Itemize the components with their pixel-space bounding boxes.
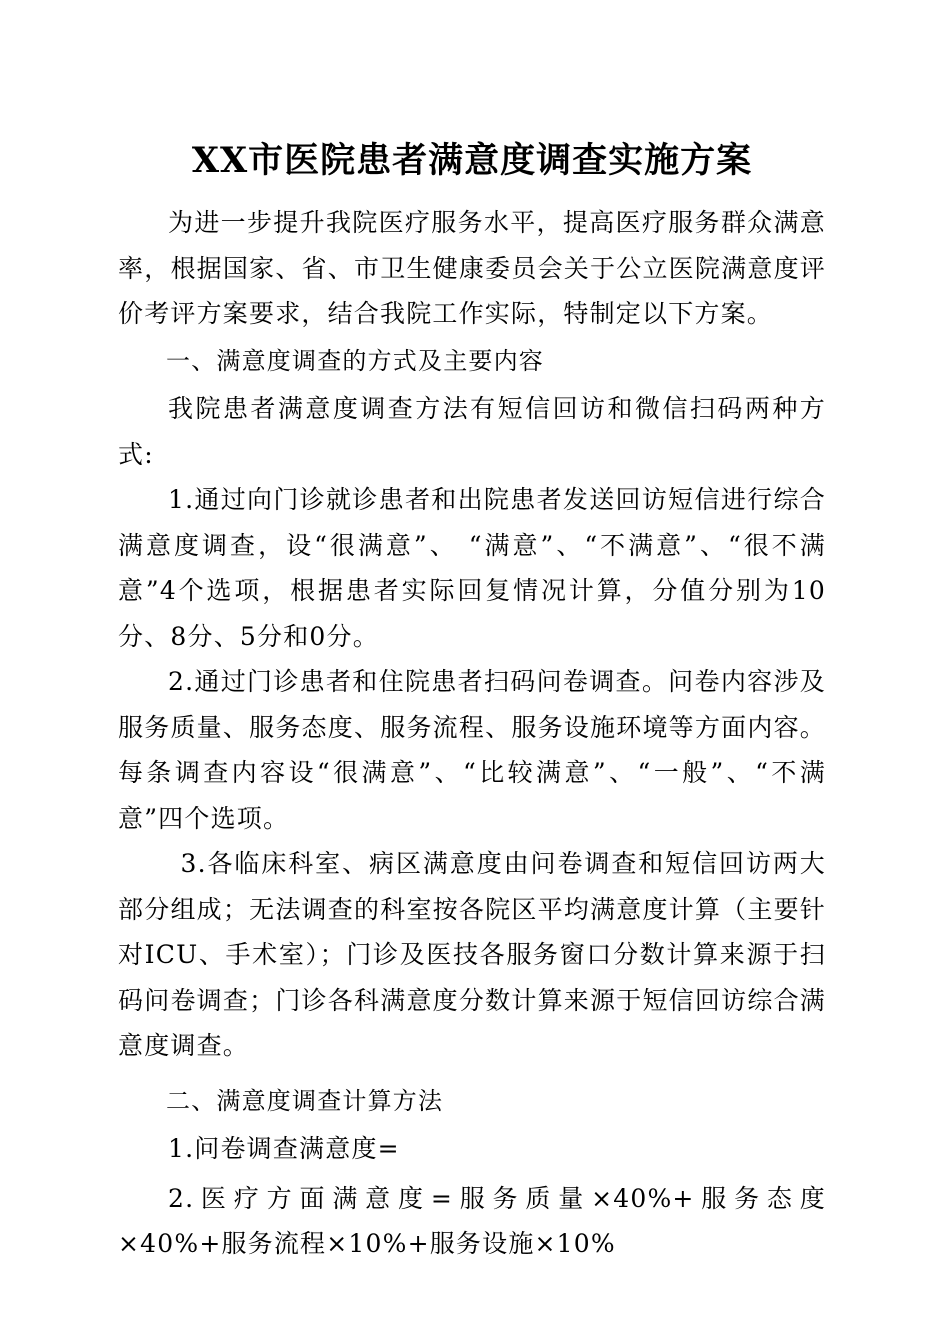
section-1-lead: 我院患者满意度调查方法有短信回访和微信扫码两种方式:	[118, 394, 826, 469]
section-2-heading: 二、满意度调查计算方法	[166, 1086, 444, 1115]
section-spacer	[118, 1069, 826, 1077]
document-title: XX市医院患者满意度调查实施方案	[191, 140, 753, 181]
intro-paragraph: 为进一步提升我院医疗服务水平，提高医疗服务群众满意率，根据国家、省、市卫生健康委员会关于公立医院满意度评价考评方案要求，结合我院工作实际，特制定以下方案。	[118, 208, 826, 328]
section-1-item-2: 2.通过门诊患者和住院患者扫码问卷调查。问卷内容涉及服务质量、服务态度、服务流程、服务设施环境等方面内容。每条调查内容设“很满意”、“比较满意”、“一般”、“不满意”四个选项。	[118, 667, 826, 833]
section-1-heading: 一、满意度调查的方式及主要内容	[166, 346, 544, 375]
section-2-item-2: 2.医疗方面满意度=服务质量×40%+服务态度×40%+服务流程×10%+服务设施×10%	[118, 1183, 826, 1258]
document-body	[118, 136, 826, 1267]
section-1-item-3: 3.各临床科室、病区满意度由问卷调查和短信回访两大部分组成；无法调查的科室按各院区平均满意度计算（主要针对ICU、手术室）；门诊及医技各服务窗口分数计算来源于扫码问卷调查；门诊各科满意度分数计算来源于短信回访综合满意度调查。	[118, 849, 826, 1060]
section-1-item-1: 1.通过向门诊就诊患者和出院患者发送回访短信进行综合满意度调查，设“很满意”、 “满意”、“不满意”、“很不满意”4个选项，根据患者实际回复情况计算，分值分别为10分、8分、5分和0分。	[118, 485, 826, 651]
section-2-item-1: 1.问卷调查满意度=	[168, 1134, 400, 1163]
